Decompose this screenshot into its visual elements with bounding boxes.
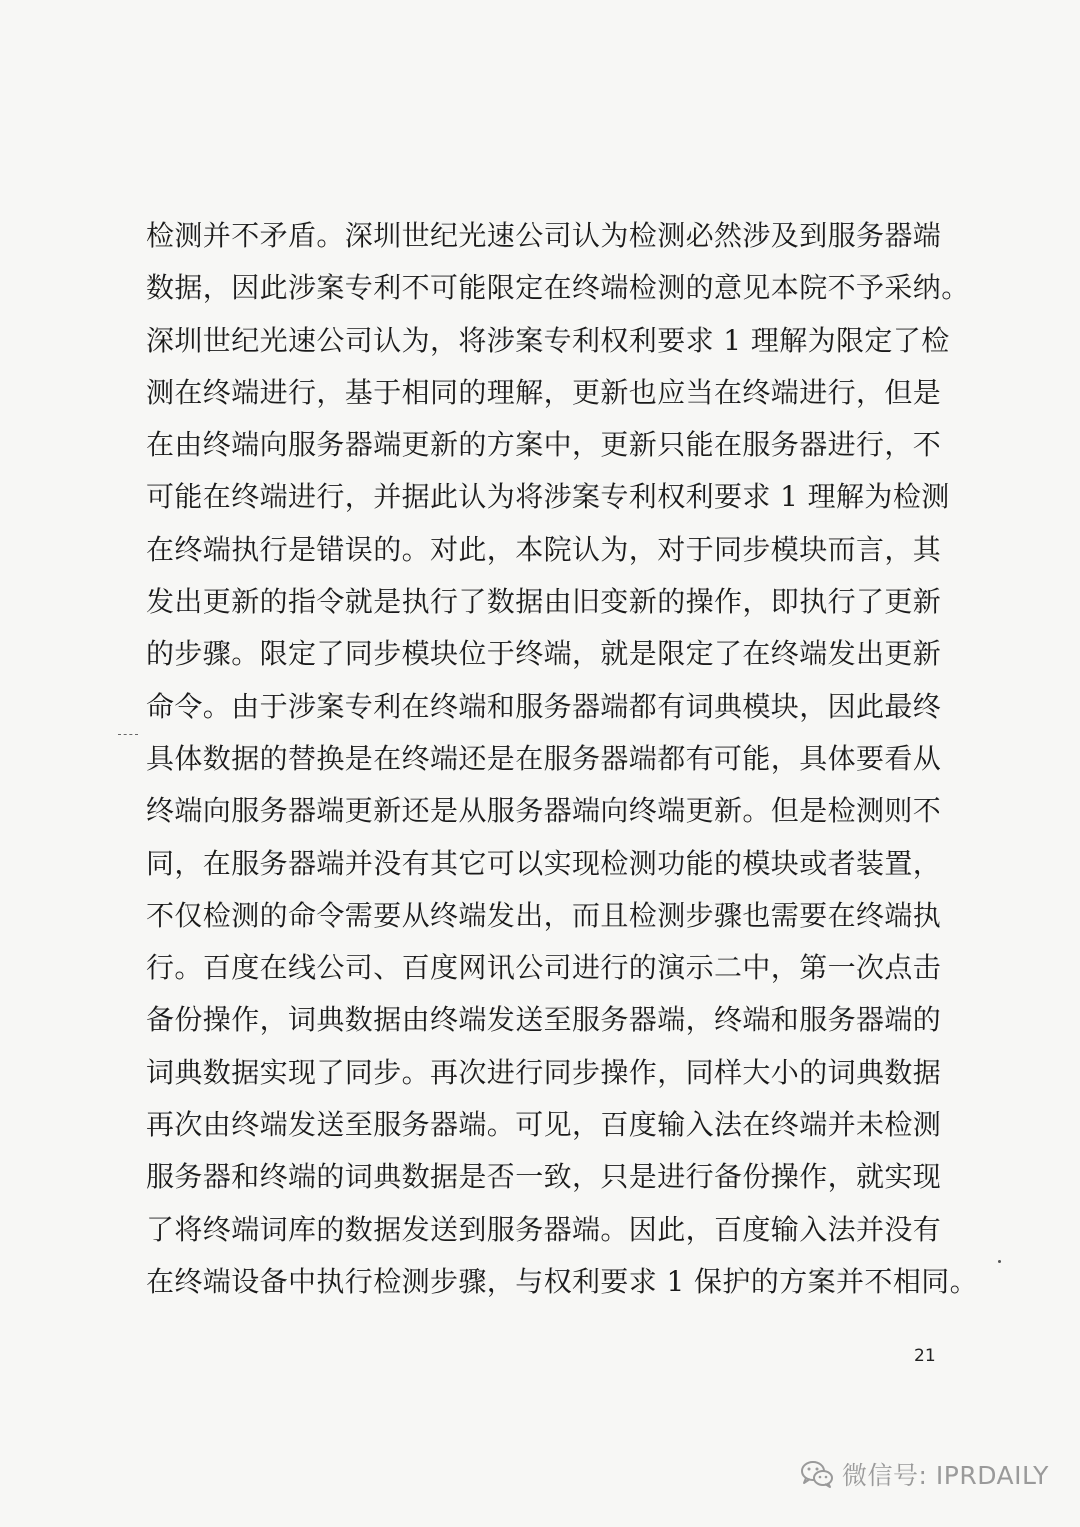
text-line: 可能在终端进行，并据此认为将涉案专利权利要求 1 理解为检测 <box>146 480 950 514</box>
text-line: 数据，因此涉案专利不可能限定在终端检测的意见本院不予采纳。 <box>146 271 970 305</box>
text-line: 同，在服务器端并没有其它可以实现检测功能的模块或者装置， <box>146 846 942 880</box>
scan-speck <box>998 1260 1001 1263</box>
body-text <box>146 210 979 1308</box>
watermark-text: 微信号: IPRDAILY <box>842 1461 1049 1490</box>
text-line: 服务器和终端的词典数据是否一致，只是进行备份操作，就实现 <box>146 1160 942 1194</box>
text-line: 在由终端向服务器端更新的方案中，更新只能在服务器进行，不 <box>146 428 942 462</box>
text-line: 行。百度在线公司、百度网讯公司进行的演示二中，第一次点击 <box>146 951 942 985</box>
text-line: 在终端执行是错误的。对此，本院认为，对于同步模块而言，其 <box>146 532 942 566</box>
page-number: 21 <box>914 1346 936 1366</box>
text-line: 备份操作，词典数据由终端发送至服务器端，终端和服务器端的 <box>146 1003 942 1037</box>
text-line: 的步骤。限定了同步模块位于终端，就是限定了在终端发出更新 <box>146 637 942 671</box>
text-line: 命令。由于涉案专利在终端和服务器端都有词典模块，因此最终 <box>146 689 942 723</box>
wechat-icon <box>800 1459 834 1489</box>
text-line: 终端向服务器端更新还是从服务器端向终端更新。但是检测则不 <box>146 794 942 828</box>
text-line: 发出更新的指令就是执行了数据由旧变新的操作，即执行了更新 <box>146 585 942 619</box>
text-line: 具体数据的替换是在终端还是在服务器端都有可能，具体要看从 <box>146 741 942 775</box>
text-line: 了将终端词库的数据发送到服务器端。因此，百度输入法并没有 <box>146 1212 942 1246</box>
margin-mark <box>118 734 138 737</box>
text-line: 测在终端进行，基于相同的理解，更新也应当在终端进行，但是 <box>146 375 942 409</box>
text-line: 再次由终端发送至服务器端。可见，百度输入法在终端并未检测 <box>146 1108 942 1142</box>
text-line: 词典数据实现了同步。再次进行同步操作，同样大小的词典数据 <box>146 1055 942 1089</box>
text-line: 不仅检测的命令需要从终端发出，而且检测步骤也需要在终端执 <box>146 898 942 932</box>
text-line: 在终端设备中执行检测步骤，与权利要求 1 保护的方案并不相同。 <box>146 1264 979 1298</box>
text-line: 深圳世纪光速公司认为，将涉案专利权利要求 1 理解为限定了检 <box>146 323 950 357</box>
watermark <box>800 1452 1049 1496</box>
text-line: 检测并不矛盾。深圳世纪光速公司认为检测必然涉及到服务器端 <box>146 219 942 252</box>
